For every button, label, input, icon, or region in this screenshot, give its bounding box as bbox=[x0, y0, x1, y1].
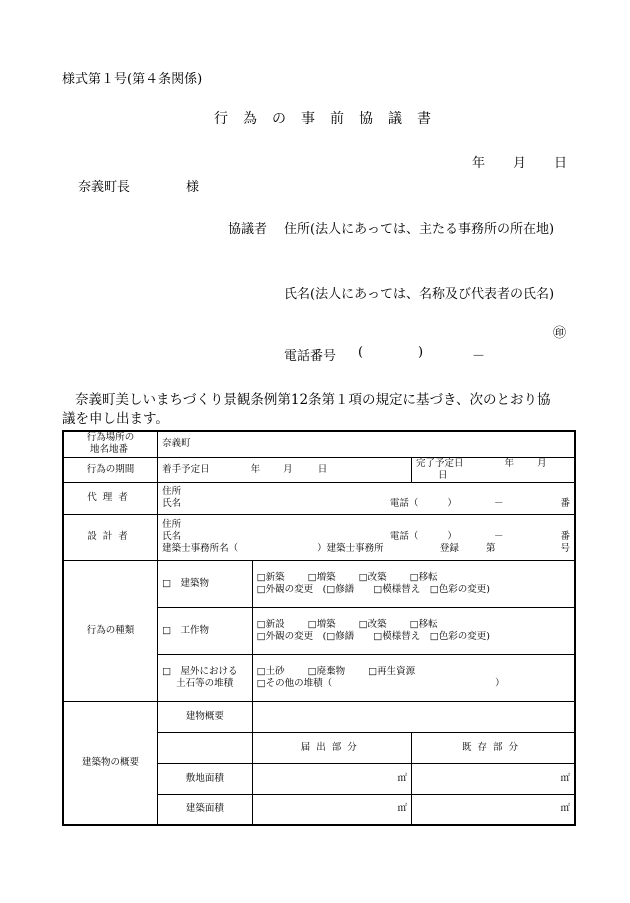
overview-blank bbox=[158, 732, 253, 763]
agent-cell: 住所 氏名 電話（ ） － 番 bbox=[158, 482, 575, 514]
applicant-address-label: 住所(法人にあっては、主たる事務所の所在地) bbox=[284, 222, 555, 237]
designer-label: 設計者 bbox=[63, 514, 158, 560]
phone-label: 電話番号 bbox=[284, 349, 337, 364]
structure-options: □新設 □増築 □改築 □移転 □外観の変更 (□修繕 □模様替え □色彩の変更) bbox=[252, 607, 575, 654]
period-start-cell: 着手予定日 年 月 日 bbox=[158, 457, 412, 482]
col-reported: 届出部分 bbox=[252, 732, 411, 763]
type-outdoor: □ 屋外における 土石等の堆積 bbox=[158, 654, 253, 701]
designer-cell: 住所 氏名 電話（ ） － 番 建築士事務所名（ ）建築士事務所 登録 第 号 bbox=[158, 514, 575, 560]
period-label: 行為の期間 bbox=[63, 457, 158, 482]
addressee: 奈義町長 bbox=[78, 180, 131, 195]
building-area-reported: ㎡ bbox=[252, 794, 411, 825]
outdoor-options: □土砂 □廃棄物 □再生資源 □その他の堆積（ ） bbox=[252, 654, 575, 701]
phone-close: ) bbox=[418, 345, 424, 360]
location-value: 奈義町 bbox=[158, 431, 575, 457]
building-area-label: 建築面積 bbox=[158, 794, 253, 825]
form-number: 様式第１号(第４条関係) bbox=[62, 72, 203, 87]
date-day: 日 bbox=[554, 156, 568, 171]
site-area-label: 敷地面積 bbox=[158, 763, 253, 794]
overview-item-label: 建物概要 bbox=[158, 701, 253, 732]
site-area-existing: ㎡ bbox=[411, 763, 575, 794]
type-building: □ 建築物 bbox=[158, 560, 253, 607]
date-month: 月 bbox=[513, 156, 527, 171]
phone-open: ( bbox=[358, 345, 364, 360]
type-label: 行為の種類 bbox=[63, 560, 158, 701]
document-title: 行為の事前協議書 bbox=[214, 111, 446, 127]
application-table bbox=[62, 430, 576, 826]
date-year: 年 bbox=[472, 156, 486, 171]
overview-label: 建築物の概要 bbox=[63, 701, 158, 825]
type-structure: □ 工作物 bbox=[158, 607, 253, 654]
period-end-cell: 完了予定日 年 月 日 bbox=[411, 457, 575, 482]
overview-item-value bbox=[252, 701, 575, 732]
seal-mark: ㊞ bbox=[553, 326, 567, 341]
phone-dash: － bbox=[472, 349, 486, 364]
location-label: 行為場所の 地名地番 bbox=[63, 431, 158, 457]
col-existing: 既存部分 bbox=[411, 732, 575, 763]
applicant-name-label: 氏名(法人にあっては、名称及び代表者の氏名) bbox=[284, 287, 555, 302]
agent-label: 代理者 bbox=[63, 482, 158, 514]
honorific: 様 bbox=[186, 180, 200, 195]
body-paragraph: 奈義町美しいまちづくり景観条例第12条第１項の規定に基づき、次のとおり協議を申し出ます。 bbox=[62, 392, 551, 427]
building-area-existing: ㎡ bbox=[411, 794, 575, 825]
site-area-reported: ㎡ bbox=[252, 763, 411, 794]
applicant-label: 協議者 bbox=[228, 222, 268, 237]
building-options: □新築 □増築 □改築 □移転 □外観の変更 (□修繕 □模様替え □色彩の変更) bbox=[252, 560, 575, 607]
